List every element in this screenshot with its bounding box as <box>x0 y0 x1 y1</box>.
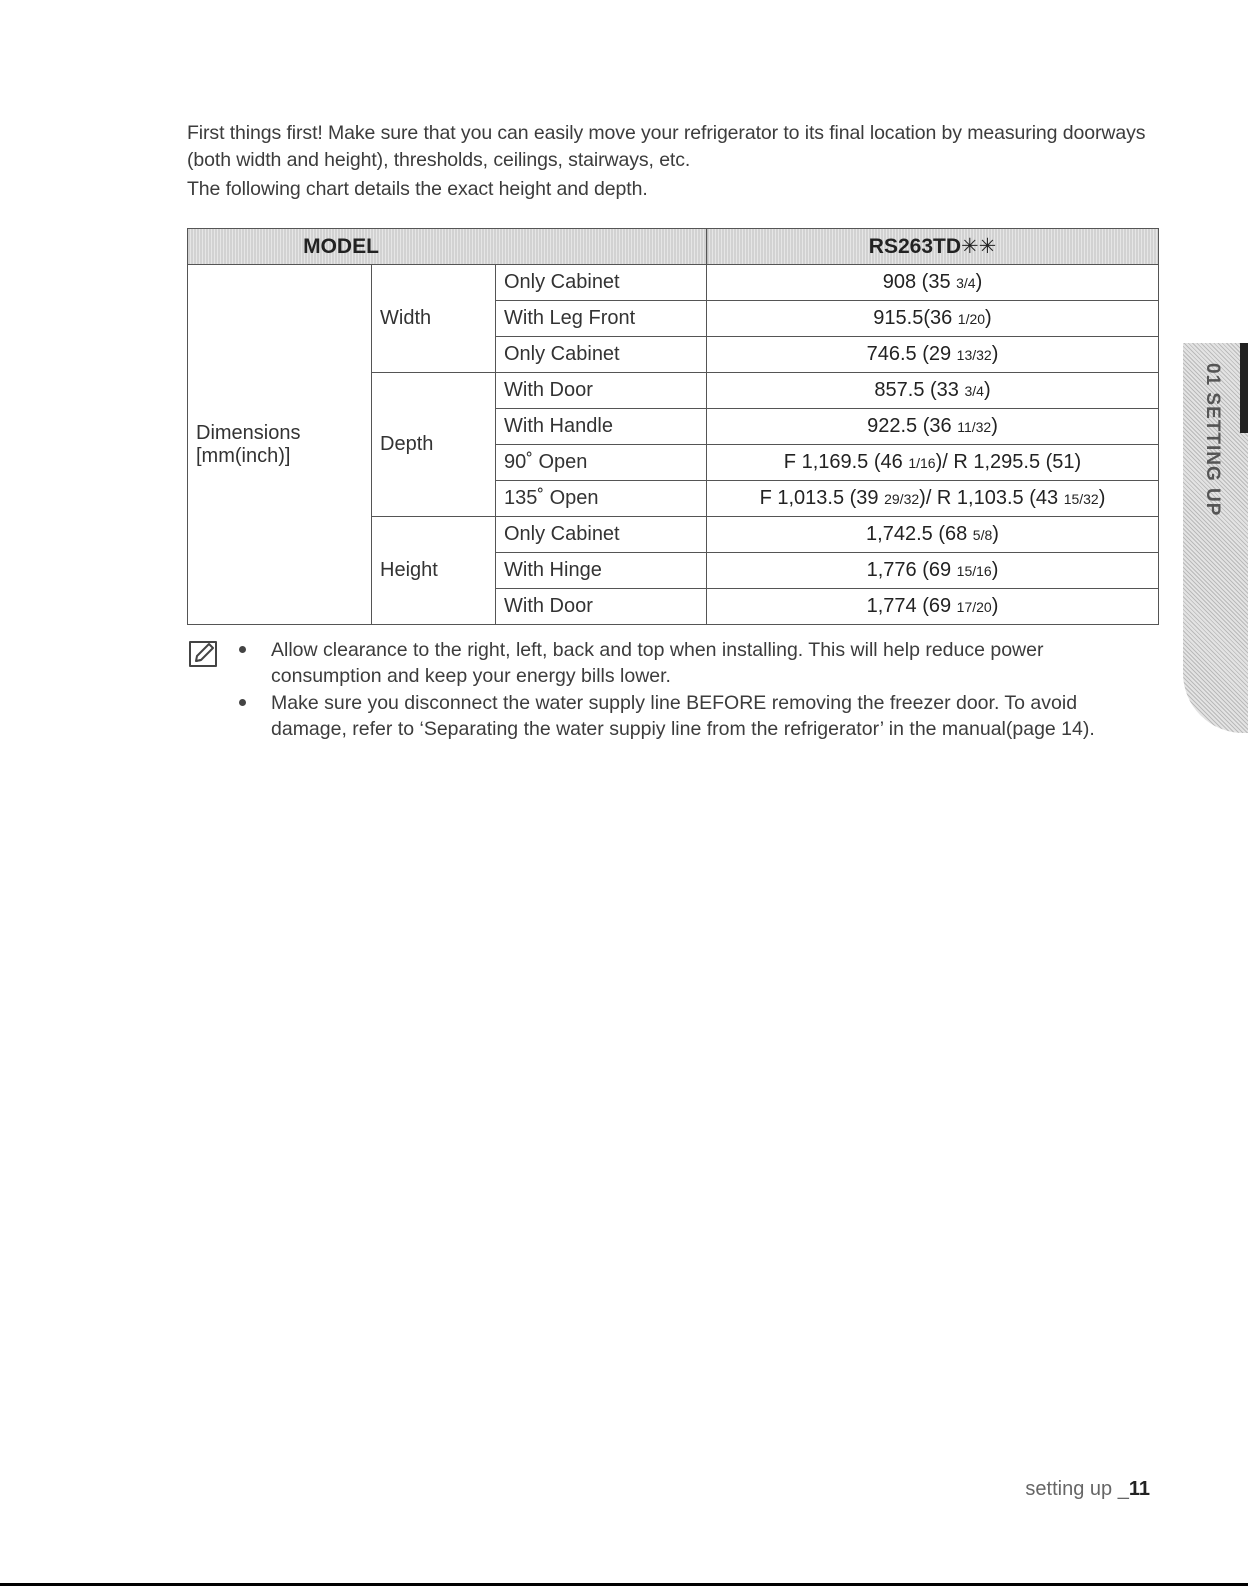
row-label: 90˚ Open <box>496 445 707 481</box>
intro-paragraph-2: The following chart details the exact height and depth. <box>187 178 648 200</box>
dimensions-table <box>187 228 1159 625</box>
row-label: With Door <box>496 373 707 409</box>
intro-text <box>187 120 1177 203</box>
bullet-icon <box>239 646 246 653</box>
row-value: 908 (35 3/4) <box>707 265 1159 301</box>
row-value: F 1,169.5 (46 1/16)/ R 1,295.5 (51) <box>707 445 1159 481</box>
section-side-tab <box>1183 343 1248 733</box>
side-tab-label: 01 SETTING UP <box>1202 363 1223 517</box>
row-value: F 1,013.5 (39 29/32)/ R 1,103.5 (43 15/32) <box>707 481 1159 517</box>
row-value: 1,742.5 (68 5/8) <box>707 517 1159 553</box>
note-pencil-icon <box>187 639 219 669</box>
page-footer <box>960 1478 1150 1501</box>
row-label: With Leg Front <box>496 301 707 337</box>
page-number: 11 <box>1128 1478 1150 1500</box>
row-label: With Handle <box>496 409 707 445</box>
note-list <box>187 637 1147 742</box>
row-label: Only Cabinet <box>496 265 707 301</box>
row-label: Only Cabinet <box>496 337 707 373</box>
header-model-number: RS263TD✳✳ <box>707 229 1159 265</box>
list-item: Allow clearance to the right, left, back and top when installing. This will help reduce power consumption and keep your energy bills lower. <box>271 637 1147 689</box>
table-header-row <box>188 229 1159 265</box>
group-label-dimensions: Dimensions [mm(inch)] <box>188 265 372 625</box>
tab-edge-marker <box>1240 343 1248 433</box>
row-value: 746.5 (29 13/32) <box>707 337 1159 373</box>
bottom-divider <box>0 1583 1248 1586</box>
intro-paragraph-1: First things first! Make sure that you can easily move your refrigerator to its final location by measuring doorways (both width and height), thresholds, ceilings, stairways, etc. <box>187 122 1146 171</box>
row-label: With Door <box>496 589 707 625</box>
section-label-width: Width <box>372 265 496 373</box>
section-label-height: Height <box>372 517 496 625</box>
row-value: 1,774 (69 17/20) <box>707 589 1159 625</box>
footer-section-name: setting up _ <box>1025 1478 1129 1500</box>
row-label: Only Cabinet <box>496 517 707 553</box>
row-label: With Hinge <box>496 553 707 589</box>
list-item: Make sure you disconnect the water supply line BEFORE removing the freezer door. To avoid damage, refer to ‘Separating the water suppiy line from the refrigerator’ in the manual(page 14). <box>271 690 1147 742</box>
row-value: 857.5 (33 3/4) <box>707 373 1159 409</box>
header-model: MODEL <box>188 229 707 265</box>
section-label-depth: Depth <box>372 373 496 517</box>
notes-section <box>187 637 1147 742</box>
bullet-icon <box>239 699 246 706</box>
table-row <box>188 265 1159 301</box>
row-value: 915.5(36 1/20) <box>707 301 1159 337</box>
row-value: 1,776 (69 15/16) <box>707 553 1159 589</box>
row-value: 922.5 (36 11/32) <box>707 409 1159 445</box>
row-label: 135˚ Open <box>496 481 707 517</box>
